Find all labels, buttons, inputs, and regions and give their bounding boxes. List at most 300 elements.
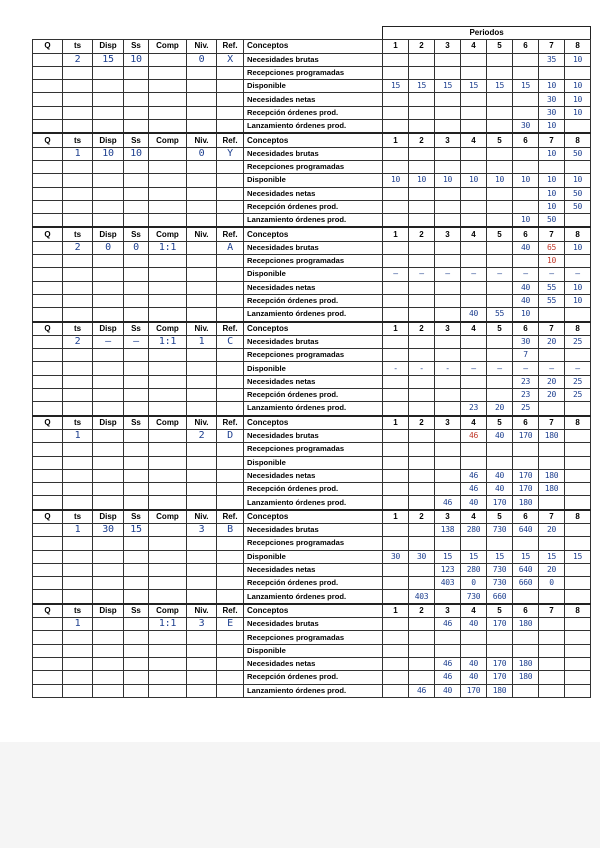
- empty-item-cell: [217, 402, 244, 416]
- item-comp: [149, 429, 187, 442]
- header-period: 4: [461, 40, 487, 53]
- empty-item-cell: [63, 671, 93, 684]
- concept-row: [33, 335, 591, 348]
- period-value-cell: 15: [461, 550, 487, 563]
- empty-item-cell: [149, 66, 187, 79]
- empty-item-cell: [217, 80, 244, 93]
- period-value-cell: [383, 106, 409, 119]
- empty-item-cell: [63, 402, 93, 416]
- empty-item-cell: [149, 80, 187, 93]
- header-period: 4: [461, 322, 487, 336]
- period-value-cell: 10: [565, 281, 591, 294]
- period-value-cell: [539, 349, 565, 362]
- header-period: 1: [383, 604, 409, 618]
- period-value-cell: [409, 644, 435, 657]
- header-period: 7: [539, 133, 565, 147]
- period-value-cell: [461, 389, 487, 402]
- period-value-cell: 10: [539, 255, 565, 268]
- period-value-cell: [435, 214, 461, 228]
- empty-item-cell: [63, 66, 93, 79]
- period-value-cell: 10: [435, 174, 461, 187]
- period-value-cell: [565, 577, 591, 590]
- period-value-cell: [383, 335, 409, 348]
- empty-item-cell: [124, 160, 149, 173]
- empty-item-cell: [187, 657, 217, 670]
- concept-label: Recepción órdenes prod.: [244, 294, 383, 307]
- header-period: 5: [487, 322, 513, 336]
- empty-item-cell: [63, 187, 93, 200]
- header-period: 5: [487, 604, 513, 618]
- concept-row: [33, 294, 591, 307]
- period-value-cell: 46: [461, 429, 487, 442]
- period-value-cell: 50: [565, 200, 591, 213]
- period-value-cell: 10: [539, 147, 565, 160]
- concept-label: Necesidades brutas: [244, 147, 383, 160]
- period-value-cell: [461, 53, 487, 66]
- empty-item-cell: [93, 631, 124, 644]
- period-value-cell: [461, 200, 487, 213]
- period-value-cell: 30: [539, 93, 565, 106]
- item-ss: 10: [124, 53, 149, 66]
- empty-item-cell: [149, 200, 187, 213]
- empty-item-cell: [187, 187, 217, 200]
- empty-item-cell: [149, 389, 187, 402]
- empty-item-cell: [33, 362, 63, 375]
- period-value-cell: 730: [461, 590, 487, 604]
- empty-item-cell: [149, 187, 187, 200]
- empty-item-cell: [187, 550, 217, 563]
- empty-item-cell: [149, 308, 187, 322]
- period-value-cell: 40: [461, 618, 487, 631]
- empty-item-cell: [124, 294, 149, 307]
- period-value-cell: [383, 214, 409, 228]
- item-ref: A: [217, 241, 244, 254]
- concept-row: [33, 53, 591, 66]
- header-period: 3: [435, 416, 461, 430]
- period-value-cell: 46: [461, 483, 487, 496]
- empty-item-cell: [124, 268, 149, 281]
- period-value-cell: [539, 308, 565, 322]
- concept-row: [33, 443, 591, 456]
- empty-item-cell: [93, 483, 124, 496]
- period-value-cell: [435, 335, 461, 348]
- empty-item-cell: [63, 120, 93, 134]
- period-value-cell: [565, 120, 591, 134]
- concept-label: Necesidades netas: [244, 657, 383, 670]
- header-disp: Disp: [93, 133, 124, 147]
- period-value-cell: 180: [513, 618, 539, 631]
- period-value-cell: [409, 456, 435, 469]
- header-period: 1: [383, 133, 409, 147]
- period-value-cell: [409, 160, 435, 173]
- concept-label: Necesidades netas: [244, 469, 383, 482]
- period-value-cell: 10: [513, 308, 539, 322]
- empty-item-cell: [187, 402, 217, 416]
- concept-label: Recepciones programadas: [244, 443, 383, 456]
- concept-row: [33, 563, 591, 576]
- header-period: 6: [513, 322, 539, 336]
- period-value-cell: [409, 523, 435, 536]
- period-value-cell: [513, 160, 539, 173]
- period-value-cell: [513, 590, 539, 604]
- period-value-cell: 40: [513, 241, 539, 254]
- header-period: 6: [513, 40, 539, 53]
- period-value-cell: 138: [435, 523, 461, 536]
- header-conceptos: Conceptos: [244, 40, 383, 53]
- empty-item-cell: [217, 577, 244, 590]
- empty-item-cell: [187, 644, 217, 657]
- empty-item-cell: [63, 563, 93, 576]
- header-ref: Ref.: [217, 416, 244, 430]
- empty-item-cell: [124, 657, 149, 670]
- empty-item-cell: [187, 362, 217, 375]
- period-value-cell: [435, 429, 461, 442]
- header-ref: Ref.: [217, 510, 244, 524]
- empty-item-cell: [63, 550, 93, 563]
- empty-item-cell: [63, 644, 93, 657]
- empty-item-cell: [93, 268, 124, 281]
- header-comp: Comp: [149, 322, 187, 336]
- empty-item-cell: [93, 684, 124, 697]
- item-ts: 2: [63, 335, 93, 348]
- empty-item-cell: [124, 255, 149, 268]
- period-value-cell: [409, 657, 435, 670]
- header-conceptos: Conceptos: [244, 227, 383, 241]
- page-bottom-margin: [0, 742, 600, 848]
- header-q: Q: [33, 510, 63, 524]
- period-value-cell: [383, 456, 409, 469]
- concept-label: Recepciones programadas: [244, 349, 383, 362]
- header-period: 5: [487, 416, 513, 430]
- period-value-cell: [383, 200, 409, 213]
- header-disp: Disp: [93, 604, 124, 618]
- concept-label: Recepción órdenes prod.: [244, 671, 383, 684]
- header-ts: ts: [63, 40, 93, 53]
- empty-item-cell: [149, 577, 187, 590]
- concept-row: [33, 187, 591, 200]
- header-period: 4: [461, 510, 487, 524]
- item-q: [33, 147, 63, 160]
- empty-item-cell: [217, 268, 244, 281]
- empty-item-cell: [124, 66, 149, 79]
- header-comp: Comp: [149, 227, 187, 241]
- empty-item-cell: [217, 684, 244, 697]
- period-value-cell: [383, 684, 409, 697]
- item-ref: D: [217, 429, 244, 442]
- block-header-row: [33, 40, 591, 53]
- empty-item-cell: [63, 174, 93, 187]
- empty-item-cell: [124, 671, 149, 684]
- item-disp: –: [93, 335, 124, 348]
- period-value-cell: 180: [539, 483, 565, 496]
- header-q: Q: [33, 416, 63, 430]
- empty-item-cell: [149, 590, 187, 604]
- concept-row: [33, 160, 591, 173]
- period-value-cell: [513, 255, 539, 268]
- concept-label: Disponible: [244, 644, 383, 657]
- period-value-cell: 10: [539, 120, 565, 134]
- period-value-cell: [565, 349, 591, 362]
- period-value-cell: [539, 443, 565, 456]
- period-value-cell: 40: [461, 657, 487, 670]
- item-ref: C: [217, 335, 244, 348]
- concept-row: [33, 402, 591, 416]
- item-ts: 2: [63, 53, 93, 66]
- period-value-cell: [409, 335, 435, 348]
- period-value-cell: 280: [461, 523, 487, 536]
- empty-item-cell: [33, 657, 63, 670]
- block-header-row: [33, 322, 591, 336]
- period-value-cell: –: [513, 362, 539, 375]
- period-value-cell: 30: [409, 550, 435, 563]
- item-comp: 1:1: [149, 335, 187, 348]
- item-disp: 15: [93, 53, 124, 66]
- period-value-cell: [565, 657, 591, 670]
- header-ref: Ref.: [217, 227, 244, 241]
- header-q: Q: [33, 133, 63, 147]
- item-q: [33, 335, 63, 348]
- empty-item-cell: [187, 106, 217, 119]
- concept-label: Disponible: [244, 268, 383, 281]
- empty-item-cell: [187, 469, 217, 482]
- period-value-cell: 30: [513, 120, 539, 134]
- empty-item-cell: [33, 187, 63, 200]
- empty-item-cell: [187, 308, 217, 322]
- concept-label: Lanzamiento órdenes prod.: [244, 590, 383, 604]
- concept-row: [33, 66, 591, 79]
- period-value-cell: [565, 255, 591, 268]
- period-value-cell: [409, 443, 435, 456]
- empty-item-cell: [63, 496, 93, 510]
- period-value-cell: [409, 281, 435, 294]
- empty-item-cell: [217, 657, 244, 670]
- item-comp: 1:1: [149, 618, 187, 631]
- header-period: 1: [383, 416, 409, 430]
- empty-item-cell: [33, 671, 63, 684]
- period-value-cell: [409, 375, 435, 388]
- concept-row: [33, 375, 591, 388]
- period-value-cell: 40: [513, 281, 539, 294]
- period-value-cell: [565, 644, 591, 657]
- empty-item-cell: [187, 294, 217, 307]
- empty-item-cell: [187, 537, 217, 550]
- empty-item-cell: [33, 255, 63, 268]
- period-value-cell: [435, 106, 461, 119]
- period-value-cell: [565, 308, 591, 322]
- period-value-cell: 123: [435, 563, 461, 576]
- period-value-cell: 10: [565, 80, 591, 93]
- period-value-cell: [435, 389, 461, 402]
- period-value-cell: [513, 53, 539, 66]
- item-disp: 30: [93, 523, 124, 536]
- empty-item-cell: [93, 160, 124, 173]
- empty-item-cell: [217, 537, 244, 550]
- concept-row: [33, 281, 591, 294]
- empty-item-cell: [187, 671, 217, 684]
- empty-item-cell: [93, 563, 124, 576]
- item-ref: Y: [217, 147, 244, 160]
- period-value-cell: -: [435, 362, 461, 375]
- empty-item-cell: [124, 214, 149, 228]
- empty-item-cell: [149, 644, 187, 657]
- empty-item-cell: [93, 456, 124, 469]
- period-value-cell: 15: [487, 550, 513, 563]
- empty-item-cell: [124, 120, 149, 134]
- empty-item-cell: [217, 106, 244, 119]
- period-value-cell: [409, 308, 435, 322]
- empty-item-cell: [33, 268, 63, 281]
- empty-item-cell: [149, 537, 187, 550]
- empty-item-cell: [63, 268, 93, 281]
- period-value-cell: [461, 214, 487, 228]
- empty-item-cell: [217, 496, 244, 510]
- header-period: 2: [409, 604, 435, 618]
- period-value-cell: 10: [565, 294, 591, 307]
- period-value-cell: [435, 483, 461, 496]
- header-conceptos: Conceptos: [244, 322, 383, 336]
- header-conceptos: Conceptos: [244, 133, 383, 147]
- period-value-cell: 20: [539, 375, 565, 388]
- header-ss: Ss: [124, 133, 149, 147]
- period-value-cell: 55: [539, 294, 565, 307]
- empty-item-cell: [124, 644, 149, 657]
- period-value-cell: [383, 389, 409, 402]
- empty-item-cell: [187, 66, 217, 79]
- empty-item-cell: [93, 657, 124, 670]
- period-value-cell: 15: [409, 80, 435, 93]
- period-value-cell: 170: [487, 671, 513, 684]
- empty-item-cell: [217, 200, 244, 213]
- period-value-cell: [565, 496, 591, 510]
- item-disp: 10: [93, 147, 124, 160]
- period-value-cell: [565, 537, 591, 550]
- period-value-cell: [409, 147, 435, 160]
- concept-label: Necesidades brutas: [244, 618, 383, 631]
- empty-item-cell: [187, 456, 217, 469]
- period-value-cell: [383, 375, 409, 388]
- period-value-cell: 40: [435, 684, 461, 697]
- period-value-cell: [409, 241, 435, 254]
- period-value-cell: 15: [435, 550, 461, 563]
- empty-item-cell: [187, 483, 217, 496]
- empty-item-cell: [124, 174, 149, 187]
- empty-item-cell: [124, 375, 149, 388]
- header-conceptos: Conceptos: [244, 416, 383, 430]
- item-q: [33, 429, 63, 442]
- concept-label: Lanzamiento órdenes prod.: [244, 214, 383, 228]
- period-value-cell: [487, 349, 513, 362]
- period-value-cell: [435, 160, 461, 173]
- period-value-cell: [383, 618, 409, 631]
- empty-item-cell: [33, 174, 63, 187]
- period-value-cell: 25: [565, 389, 591, 402]
- empty-item-cell: [217, 362, 244, 375]
- empty-item-cell: [217, 308, 244, 322]
- item-ts: 1: [63, 429, 93, 442]
- concept-label: Recepción órdenes prod.: [244, 106, 383, 119]
- empty-item-cell: [187, 389, 217, 402]
- period-value-cell: 180: [513, 671, 539, 684]
- concept-label: Disponible: [244, 456, 383, 469]
- period-value-cell: [487, 147, 513, 160]
- period-value-cell: [409, 563, 435, 576]
- period-value-cell: 10: [513, 174, 539, 187]
- empty-item-cell: [93, 590, 124, 604]
- period-value-cell: [435, 255, 461, 268]
- header-period: 3: [435, 322, 461, 336]
- period-value-cell: [565, 214, 591, 228]
- period-value-cell: [539, 66, 565, 79]
- period-value-cell: [461, 160, 487, 173]
- period-value-cell: [513, 200, 539, 213]
- item-comp: [149, 523, 187, 536]
- period-value-cell: 0: [461, 577, 487, 590]
- header-period: 8: [565, 604, 591, 618]
- empty-item-cell: [33, 563, 63, 576]
- empty-item-cell: [217, 375, 244, 388]
- empty-item-cell: [187, 590, 217, 604]
- period-value-cell: [461, 241, 487, 254]
- empty-item-cell: [124, 631, 149, 644]
- concept-row: [33, 362, 591, 375]
- header-period: 5: [487, 510, 513, 524]
- concept-row: [33, 106, 591, 119]
- period-value-cell: 660: [487, 590, 513, 604]
- header-period: 3: [435, 133, 461, 147]
- period-value-cell: [383, 349, 409, 362]
- empty-item-cell: [217, 644, 244, 657]
- empty-item-cell: [93, 375, 124, 388]
- empty-item-cell: [187, 281, 217, 294]
- empty-item-cell: [93, 362, 124, 375]
- block-header-row: [33, 227, 591, 241]
- period-value-cell: 180: [513, 496, 539, 510]
- empty-item-cell: [149, 120, 187, 134]
- empty-item-cell: [33, 644, 63, 657]
- period-value-cell: [487, 66, 513, 79]
- empty-item-cell: [217, 187, 244, 200]
- empty-item-cell: [187, 684, 217, 697]
- item-disp: [93, 429, 124, 442]
- empty-item-cell: [149, 631, 187, 644]
- period-value-cell: –: [461, 362, 487, 375]
- empty-item-cell: [149, 402, 187, 416]
- header-period: 6: [513, 604, 539, 618]
- empty-item-cell: [63, 469, 93, 482]
- empty-item-cell: [124, 106, 149, 119]
- header-period: 8: [565, 416, 591, 430]
- concept-label: Necesidades netas: [244, 281, 383, 294]
- period-value-cell: [565, 631, 591, 644]
- period-value-cell: 0: [539, 577, 565, 590]
- header-period: 1: [383, 227, 409, 241]
- empty-item-cell: [93, 174, 124, 187]
- period-value-cell: [383, 281, 409, 294]
- period-value-cell: [409, 187, 435, 200]
- period-value-cell: [487, 53, 513, 66]
- header-period: 7: [539, 604, 565, 618]
- empty-item-cell: [217, 160, 244, 173]
- empty-item-cell: [217, 590, 244, 604]
- header-period: 2: [409, 322, 435, 336]
- empty-item-cell: [33, 684, 63, 697]
- empty-item-cell: [149, 469, 187, 482]
- period-value-cell: [565, 618, 591, 631]
- header-period: 7: [539, 510, 565, 524]
- empty-item-cell: [124, 577, 149, 590]
- concept-label: Necesidades netas: [244, 187, 383, 200]
- period-value-cell: [565, 590, 591, 604]
